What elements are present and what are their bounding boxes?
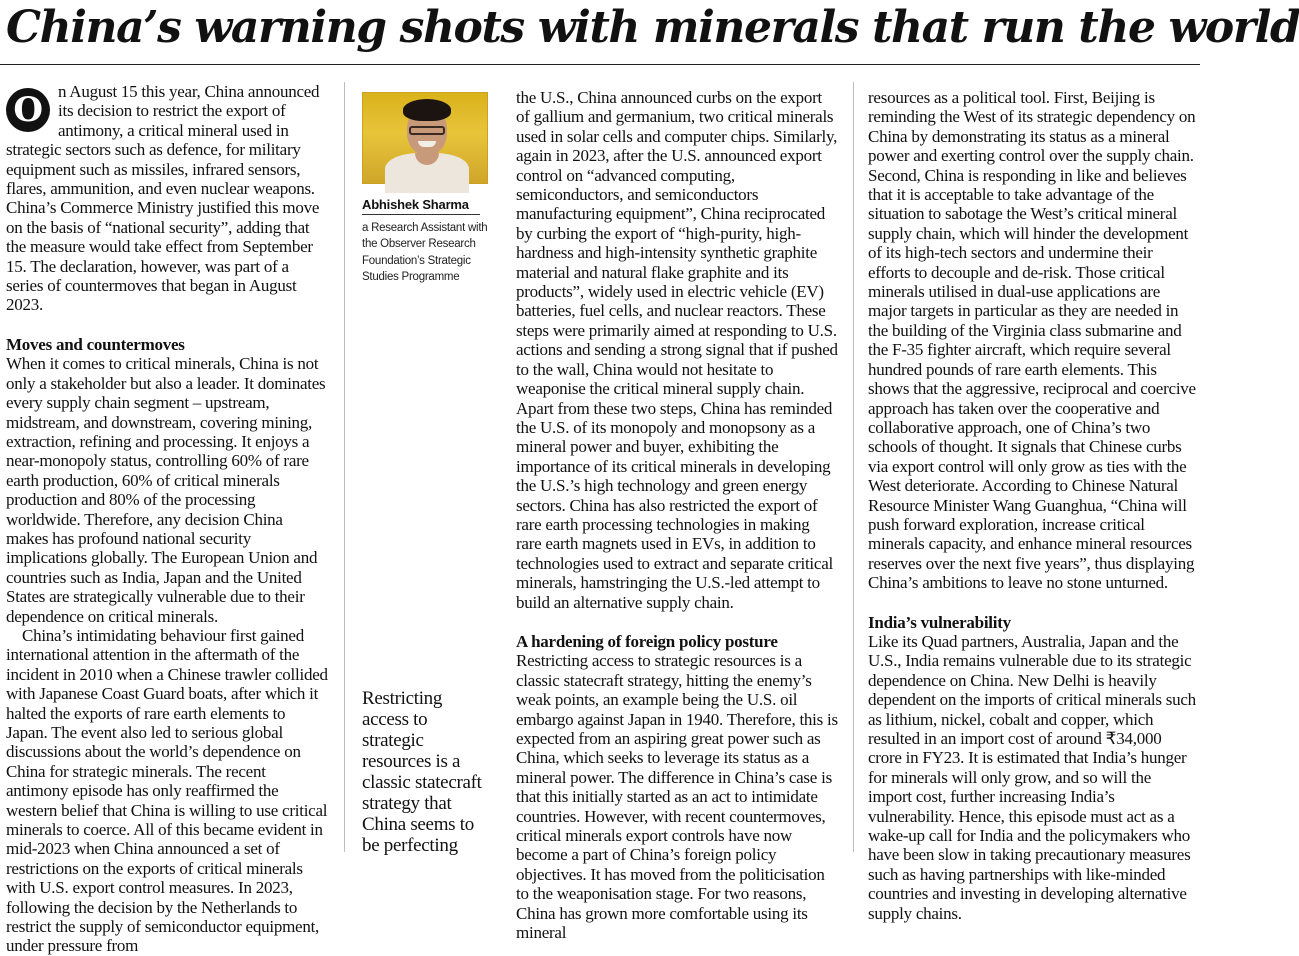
author-name-underline [362,214,480,215]
article-column-4 [868,88,1198,923]
paragraph: China’s intimidating behaviour first gained international attention in the aftermath of the incident in 2010 when a Chinese trawler collided with Japanese Coast Guard boats, after which it halted the exports of rare earth elements to Japan. The event also led to serious global discussions about the world’s dependence on China for strategic minerals. The recent antimony episode has only reaffirmed the western belief that China is willing to use critical minerals to coerce. All of this became evident in mid-2023 when China announced a set of restrictions on the exports of critical minerals with U.S. export control measures. In 2023, following the decision by the Netherlands to restrict the supply of semiconductor equipment, under pressure from [6,625,328,956]
subheading-hardening-of-foreign-policy: A hardening of foreign policy posture [516,631,778,651]
drop-cap: O [6,88,50,132]
column-divider [853,82,854,852]
paragraph: Like its Quad partners, Australia, Japan and the U.S., India remains vulnerable due to its strategic dependence on China. New Delhi is heavily dependent on the imports of critical minerals such as lithium, nickel, cobalt and copper, which resulted in an import cost of around ₹34,000 crore in FY23. It is estimated that India’s hunger for minerals will only grow, and so will the import cost, further increasing India’s vulnerability. Hence, this episode must act as a wake-up call for India and the policymakers who have been slow in taking precautionary measures such as having partnerships with like-minded countries and investing in developing alternative supply chains. [868,631,1196,923]
paragraph: the U.S., China announced curbs on the export of gallium and germanium, two critical minerals used in solar cells and computer chips. Similarly, again in 2023, after the U.S. announced export control on “advanced computing, semiconductors, and semiconductors manufacturing equipment”, China reciprocated by curbing the export of “high-purity, high-hardness and high-intensity synthetic graphite material and natural flake graphite and its products”, widely used in electric vehicle (EV) batteries, fuel cells, and nuclear reactors. These steps were primarily aimed at responding to U.S. actions and sending a strong signal that if pushed to the wall, China would not hesitate to weaponise the critical mineral supply chain. Apart from these two steps, China has reminded the U.S. of its monopoly and monopsony as a mineral power and buyer, exhibiting the importance of its critical minerals in developing the U.S.’s high technology and green energy sectors. China has also restricted the export of rare earth processing technologies in making rare earth magnets used in EVs, in addition to technologies used to extract and separate critical minerals, hamstringing the U.S.-led attempt to build an alternative supply chain. [516,88,838,612]
headline-rule [0,64,1200,65]
intro-paragraph-wrap [6,82,328,315]
author-photo [362,92,488,184]
column-divider [344,82,345,852]
headline: China’s warning shots with minerals that run the world [6,2,1299,53]
paragraph: Restricting access to strategic resources is a classic statecraft strategy, hitting the enemy’s weak points, an example being the U.S. oil embargo against Japan in 1940. Therefore, this is expected from an aspiring great power such as China, which seeks to leverage its status as a mineral power. The difference in China’s case is that this initially started as an act to intimidate countries. However, with recent countermoves, critical minerals export controls have now become a part of China’s foreign policy objectives. It has moved from the politicisation to the weaponisation stage. For two reasons, China has grown more comfortable using its mineral [516,651,838,943]
pull-quote: Restricting access to strategic resources is a classic statecraft strategy that China seems to be perfecting [362,688,482,856]
article-column-1 [6,82,328,956]
author-bio: a Research Assistant with the Observer Research Foundation’s Strategic Studies Programme [362,222,488,283]
subheading-indias-vulnerability: India’s vulnerability [868,612,1011,632]
intro-paragraph: n August 15 this year, China announced its decision to restrict the export of antimony, a critical mineral used in strategic sectors such as defence, for military equipment such as missiles, infrared sensors, flares, ammunition, and even nuclear weapons. China’s Commerce Ministry justified this move on the basis of “national security”, adding that the measure would take effect from September 15. The declaration, however, was part of a series of countermoves that began in August 2023. [6,82,320,315]
article-column-3 [516,88,838,943]
paragraph: resources as a political tool. First, Beijing is reminding the West of its strategic dependency on China by demonstrating its status as a mineral power and exerting control over the supply chain. Second, China is responding in like and believes that it is acceptable to take advantage of the situation to sabotage the West’s critical mineral supply chain, which will hinder the development of its high-tech sectors and undermine their efforts to decouple and de-risk. Those critical minerals utilised in dual-use applications are major targets in particular as they are needed in the building of the Virginia class submarine and the F-35 fighter aircraft, which require several hundred pounds of rare earth elements. This shows that the aggressive, reciprocal and coercive approach has taken over the cooperative and collaborative approach, one of China’s two schools of thought. It signals that Chinese curbs via export control will only grow as ties with the West deteriorate. According to Chinese Natural Resource Minister Wang Guanghua, “China will push forward exploration, increase critical minerals capacity, and enhance mineral resources reserves over the next five years”, thus displaying China’s ambitions to leave no stone unturned. [868,88,1196,593]
paragraph: When it comes to critical minerals, China is not only a stakeholder but also a leader. It dominates every supply chain segment – upstream, midstream, and downstream, covering mining, extraction, refining and processing. It enjoys a near-monopoly status, controlling 60% of rare earth production, 60% of critical minerals production and 80% of the processing worldwide. Therefore, any decision China makes has profound national security implications globally. The European Union and countries such as India, Japan and the United States are strategically vulnerable due to their dependence on critical minerals. [6,354,326,626]
subheading-moves-and-countermoves: Moves and countermoves [6,334,185,354]
author-column [362,82,490,856]
author-name: Abhishek Sharma [362,197,469,212]
